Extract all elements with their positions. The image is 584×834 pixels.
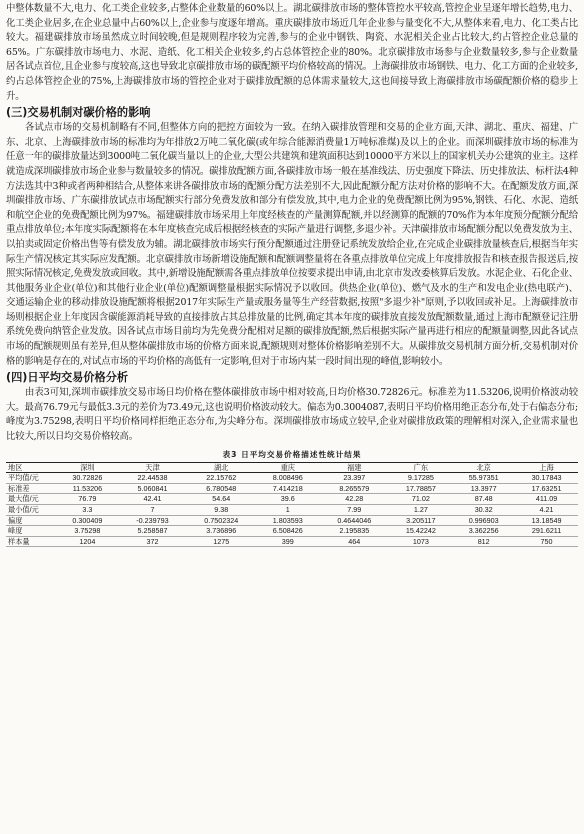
body-paragraph-4: 由表3可知,深圳市碳排放交易市场日均价格在整体碳排放市场中相对较高,日均价格30.72826元。标准差为11.53206,说明价格波动较大。最高76.79元与最低3.3元的差价为73.49元,这也说明价格波动较大。偏态为0.3004087,表明日平均价格用绝正态分布,处于右偏态分布;峰度为3.75298,表明日平均价格同样拒绝正态分布,为尖峰分布。深圳碳排放市场成立较早,企业对碳排放政策的理解相对深入,企业需求量也比较大,所以日均交易价格较高。 <box>6 387 578 443</box>
table-cell: 9.17285 <box>389 473 452 484</box>
table-cell: 0.7502324 <box>186 515 256 526</box>
table-row-label: 偏度 <box>6 515 56 526</box>
table-header-cell: 地区 <box>8 462 23 472</box>
statistics-table <box>6 462 578 548</box>
table-header-cell: 北京 <box>476 462 491 472</box>
table-cell: 0.300409 <box>56 515 119 526</box>
table-cell: -0.239793 <box>119 515 186 526</box>
table-cell: 0.996903 <box>452 515 515 526</box>
table-cell: 6.780548 <box>186 483 256 494</box>
body-paragraph-2: 中整体数量不大,电力、化工类企业较多,占整体企业数量的60%以上。湖北碳排放市场的整体管控水平较高,管控企业呈逐年增长趋势,电力、化工类企业居多,在企业总量中占60%以上,企业参与度逐年增高。重庆碳排放市场近几年企业参与量变化不大,从整体来看,电力、化工类占比较大。福建碳排放市场虽然成立时间较晚,但是规则程序较为完善,参与的企业中钢铁、陶瓷、水泥相关企业占比较大,约占管控企业总量的65%。广东碳排放市场电力、水泥、造纸、化工相关企业较多,约占总体管控企业的80%。北京碳排放市场参与企业数量较多,参与企业数量居各试点首位,且企业参与度较高,这也导致北京碳排放市场的碳配额平均价格较高的情况。上海碳排放市场钢铁、电力、化工方面的企业较多,约占总体管控企业的75%,上海碳排放市场的管控企业对于碳排放配额的总体需求量较大,这也间接导致上海碳排放市场碳配额价格的稳步上升。 <box>6 3 578 102</box>
table-cell: 3.362256 <box>452 526 515 537</box>
table-cell: 5.258587 <box>119 526 186 537</box>
table-cell: 8.265579 <box>319 483 389 494</box>
table-row <box>6 505 578 516</box>
table-cell: 7 <box>119 505 186 516</box>
table-row <box>6 483 578 494</box>
table-header-cell: 广东 <box>413 462 429 472</box>
table-caption: 表3 日平均交易价格描述性统计结果 <box>222 449 362 459</box>
table-cell: 2.195835 <box>319 526 389 537</box>
table-cell: 11.53206 <box>56 483 119 494</box>
table-cell: 372 <box>119 536 186 547</box>
table-header-cell: 天津 <box>145 462 160 472</box>
table-cell: 1275 <box>186 536 256 547</box>
table-cell: 17.78857 <box>389 483 452 494</box>
table-cell: 7.99 <box>319 505 389 516</box>
table-header-cell: 深圳 <box>80 462 95 472</box>
table-cell: 3.205117 <box>389 515 452 526</box>
table-cell: 71.02 <box>389 494 452 505</box>
table-cell: 13.3977 <box>452 483 515 494</box>
table-cell: 42.28 <box>319 494 389 505</box>
table-cell: 1.27 <box>389 505 452 516</box>
table-body <box>6 473 578 547</box>
table-row <box>6 536 578 547</box>
table-cell: 23.397 <box>319 473 389 484</box>
table-cell: 15.42242 <box>389 526 452 537</box>
table-cell: 3.3 <box>56 505 119 516</box>
table-cell: 411.09 <box>515 494 578 505</box>
table-cell: 3.75298 <box>56 526 119 537</box>
table-cell: 3.736896 <box>186 526 256 537</box>
section-heading-3: (三)交易机制对碳价格的影响 <box>6 106 151 120</box>
table-cell: 22.44538 <box>119 473 186 484</box>
table-cell: 22.15762 <box>186 473 256 484</box>
table-cell: 55.97351 <box>452 473 515 484</box>
table-row <box>6 515 578 526</box>
table-cell: 0.4644046 <box>319 515 389 526</box>
table-cell: 1204 <box>56 536 119 547</box>
table-cell: 6.508426 <box>256 526 319 537</box>
table-cell: 17.63251 <box>515 483 578 494</box>
table-cell: 13.18549 <box>515 515 578 526</box>
table-cell: 1 <box>256 505 319 516</box>
table-cell: 1.803593 <box>256 515 319 526</box>
table-row <box>6 526 578 537</box>
table-header-cell: 重庆 <box>280 462 295 472</box>
table-cell: 291.6211 <box>515 526 578 537</box>
table-row-label: 标准差 <box>6 483 56 494</box>
table-row <box>6 473 578 484</box>
table-cell: 399 <box>256 536 319 547</box>
table-row-label: 平均值/元 <box>6 473 56 484</box>
table-row-label: 最大值/元 <box>6 494 56 505</box>
table-cell: 9.38 <box>186 505 256 516</box>
table-cell: 42.41 <box>119 494 186 505</box>
table-cell: 7.414218 <box>256 483 319 494</box>
table-cell: 30.32 <box>452 505 515 516</box>
table-row-label: 最小值/元 <box>6 505 56 516</box>
table-row <box>6 494 578 505</box>
table-row-label: 样本量 <box>6 536 56 547</box>
body-paragraph-3: 各试点市场的交易机制略有不同,但整体方向的把控方面较为一致。在纳入碳排放管理和交易的企业方面,天津、湖北、重庆、福建、广东、北京、上海碳排放市场的标准均为年排放2万吨二氧化碳(或年综合能源消费量1万吨标准煤)及以上的企业。而深圳碳排放市场的标准为任意一年的碳排放量达到3000吨二氧化碳当量以上的企业,大型公共建筑和建筑面积达到10000平方米以上的国家机关办公建筑的业主。这样就造成深圳碳排放市场企业参与数量较多的情况。碳排放配额方面,各碳排放市场一般在基准线法、历史强度下降法、历史排放法、标杆法4种方法选其中3种或者两种相结合,从整体来讲各碳排放市场的配额分配方法差别不大,因此配额分配方法对价格的影响不大。在配额发放方面,深圳碳排放市场、广东碳排放试点市场配额实行部分免费发放和部分有偿发放,其中,电力企业的免费配额比例为95%,钢铁、石化、水泥、造纸和航空企业的免费配额比例为97%。福建碳排放市场采用上年度经核查的产量测算配额,并以经测算的配额的70%作为本年度预分配额分配给重点排放单位;本年度实际配额将在本年度核查完成后根据经核查的实际产量进行调整,多退少补。天津碳排放市场配额分配以免费发放为主、以拍卖或固定价格出售等有偿发放为辅。湖北碳排放市场实行预分配额通过注册登记系统发放给企业,在完成企业碳排放量核查后,根据当年实际生产情况核定其实际应发配额。北京碳排放市场新增设施配额和配额调整量将在各重点排放单位完成上年度排放报告和核查报告报送后,按照实际情况核定,免费发放或回收。其中,新增设施配额需各重点排放单位按要求提出申请,由北京市发改委核算后发放。水泥企业、石化企业、其他服务业企业(单位)和其他行业企业(单位)配额调整量根据实际情况予以收回。供热企业(单位)、燃气及水的生产和发电企业(热电联产)、交通运输企业的移动排放设施配额将根据2017年实际生产量或服务量等生产经营数据,按照"多退少补"原则,予以收回或补足。上海碳排放市场则根据企业上年度因含碳能源消耗导致的直接排放占其总排放量的比例,确定其本年度的碳排放直接发放配额数量,通过上海市配额登记注册系统免费向纳管企业发放。因各试点市场目前均为先免费分配相对足额的碳排放配额,然后根据实际产量再进行相应的配额量调整,因此各试点市场的配额规则虽有差异,但从整体碳排放市场的价格方面来说,配额规则对整体价格影响差别不大。从碳排放交易机制方面分析,交易机制对价格的影响是存在的,对试点市场的平均价格的高低有一定影响,但对于市场内某一段时间出现的峰值,影响较小。 <box>6 122 578 367</box>
table-cell: 750 <box>515 536 578 547</box>
table-cell: 8.008496 <box>256 473 319 484</box>
table-cell: 30.72826 <box>56 473 119 484</box>
section-heading-4: (四)日平均交易价格分析 <box>6 371 129 385</box>
table-cell: 54.64 <box>186 494 256 505</box>
table-cell: 5.060841 <box>119 483 186 494</box>
table-cell: 812 <box>452 536 515 547</box>
table-cell: 39.6 <box>256 494 319 505</box>
table-header-cell: 上海 <box>539 462 554 472</box>
table-cell: 87.48 <box>452 494 515 505</box>
table-cell: 4.21 <box>515 505 578 516</box>
table-row-label: 峰度 <box>6 526 56 537</box>
table-header-cell: 福建 <box>347 462 362 472</box>
table-cell: 464 <box>319 536 389 547</box>
table-cell: 1073 <box>389 536 452 547</box>
table-cell: 76.79 <box>56 494 119 505</box>
table-header-row <box>6 462 578 473</box>
table-cell: 30.17843 <box>515 473 578 484</box>
table-header-cell: 湖北 <box>214 462 229 472</box>
